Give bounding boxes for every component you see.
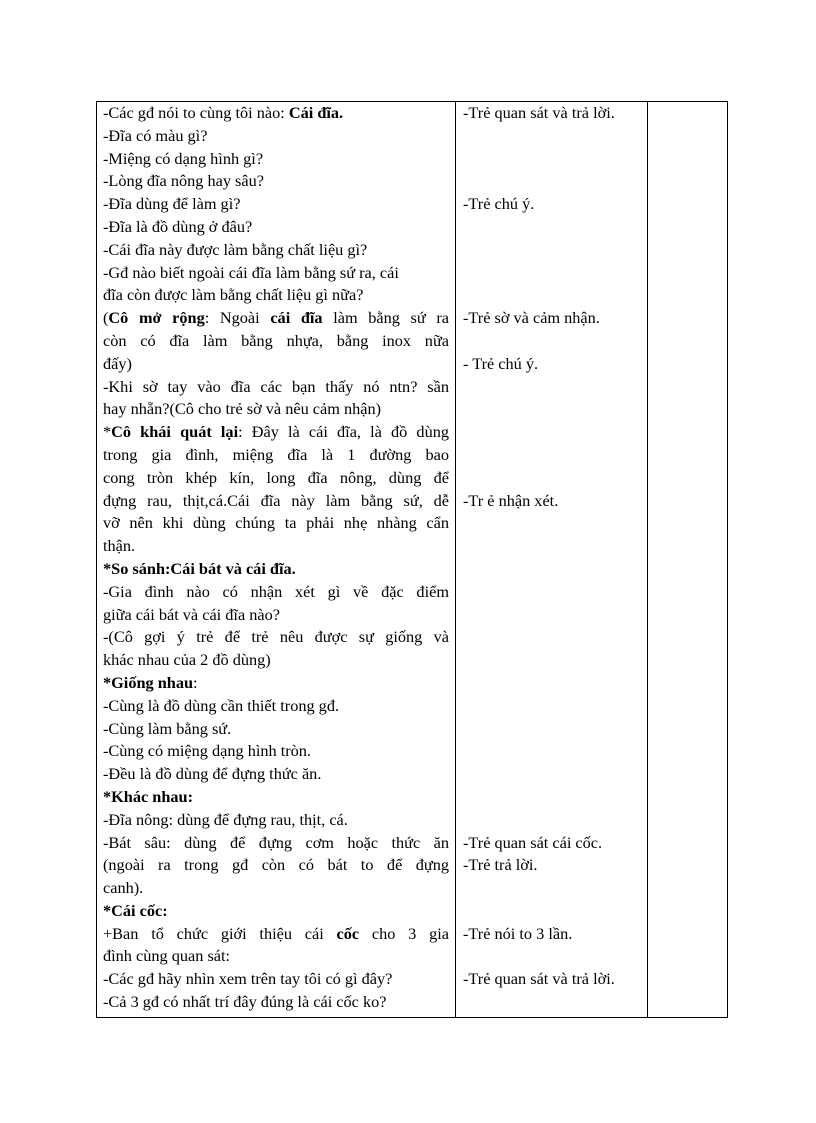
activity-text: -(Cô gợi ý trẻ để trẻ nêu được sự giống và (103, 627, 449, 647)
response-line (463, 604, 643, 627)
response-line (463, 376, 643, 399)
activity-line (103, 535, 449, 558)
activity-text: cong tròn khép kín, long đĩa nông, dùng để (103, 467, 449, 487)
response-line (463, 626, 643, 649)
response-line: -Trẻ trả lời. (463, 855, 538, 875)
child-responses-column (463, 102, 643, 1014)
response-line: - Trẻ chú ý. (463, 353, 539, 373)
activity-line (103, 307, 449, 330)
activity-text: hay nhẵn?(Cô cho trẻ sờ và nêu cảm nhận) (103, 399, 382, 419)
activity-text: trong gia đình, miệng đĩa là 1 đường bao (103, 444, 449, 464)
activity-text: Cô khái quát lại (111, 422, 239, 442)
activity-text: -Đĩa có màu gì? (103, 125, 208, 145)
activity-text: -Các gđ hãy nhìn xem trên tay tôi có gì đây? (103, 969, 393, 989)
response-line (463, 900, 643, 923)
response-line: -Tr ẻ nhận xét. (463, 490, 559, 510)
activity-line (103, 740, 449, 763)
activity-line (103, 262, 449, 285)
activity-line (103, 148, 449, 171)
activity-text: *So sánh:Cái bát và cái đĩa. (103, 558, 296, 578)
activity-line (103, 626, 449, 649)
activity-line (103, 467, 449, 490)
activity-text: -Cùng là đồ dùng cần thiết trong gđ. (103, 695, 340, 715)
response-line (463, 763, 643, 786)
activity-text: cốc (336, 923, 360, 943)
activity-line (103, 490, 449, 513)
response-line (463, 125, 643, 148)
activity-line (103, 444, 449, 467)
activity-text: đấy) (103, 353, 132, 373)
activity-text: *Giống nhau (103, 672, 194, 692)
activity-text: làm bằng sứ ra (322, 308, 449, 328)
activity-line (103, 421, 449, 444)
activity-text: -Khi sờ tay vào đĩa các bạn thấy nó ntn? sần (103, 376, 449, 396)
activity-line (103, 854, 449, 877)
activity-line (103, 102, 449, 125)
activity-line (103, 763, 449, 786)
response-line (463, 398, 643, 421)
activity-text: đựng rau, thịt,cá.Cái đĩa này làm bằng sứ, dễ (103, 490, 449, 510)
activity-text: -Đĩa nông: dùng để đựng rau, thịt, cá. (103, 809, 348, 829)
activity-line (103, 945, 449, 968)
activity-text: đình cùng quan sát: (103, 946, 231, 966)
activity-text: vỡ nên khi dùng chúng ta phải nhẹ nhàng cẩn (103, 513, 449, 533)
activity-line (103, 900, 449, 923)
activity-line (103, 991, 449, 1014)
response-line (463, 262, 643, 285)
response-line (463, 695, 643, 718)
activity-text: : Đây là cái đĩa, là đồ dùng (238, 422, 449, 442)
activity-text: -Gđ nào biết ngoài cái đĩa làm bằng sứ ra, cái (103, 262, 399, 282)
response-line (463, 444, 643, 467)
response-line (463, 991, 643, 1014)
activity-text: còn có đĩa làm bằng nhựa, bằng inox nữa (103, 330, 449, 350)
activity-line (103, 125, 449, 148)
activity-line (103, 170, 449, 193)
activity-text: canh). (103, 878, 144, 898)
activity-text: : (193, 672, 198, 692)
response-line (463, 535, 643, 558)
activity-line (103, 581, 449, 604)
response-line (463, 239, 643, 262)
response-line (463, 421, 643, 444)
response-line (463, 512, 643, 535)
activity-text: -Đĩa dùng để làm gì? (103, 194, 241, 214)
response-line (463, 467, 643, 490)
activity-text: ( (103, 308, 109, 328)
activity-text: -Cả 3 gđ có nhất trí đây đúng là cái cốc ko? (103, 992, 387, 1012)
activity-text: (ngoài ra trong gđ còn có bát to để đựng (103, 855, 449, 875)
response-line: -Trẻ nói to 3 lần. (463, 923, 573, 943)
response-line: -Trẻ sờ và cảm nhận. (463, 308, 600, 328)
activity-line (103, 193, 449, 216)
response-line (463, 718, 643, 741)
activity-line (103, 512, 449, 535)
activity-text: *Cái cốc: (103, 900, 168, 920)
activity-text: cái đĩa (270, 308, 323, 328)
activity-line (103, 877, 449, 900)
activity-text: -Cùng có miệng dạng hình tròn. (103, 741, 312, 761)
activity-text: -Bát sâu: dùng để đựng cơm hoặc thức ăn (103, 832, 449, 852)
activity-text: *Khác nhau: (103, 786, 194, 806)
activity-text: -Lòng đĩa nông hay sâu? (103, 171, 264, 191)
activity-line (103, 968, 449, 991)
activity-text: -Cùng làm bằng sứ. (103, 718, 232, 738)
activity-text: +Ban tổ chức giới thiệu cái (103, 923, 337, 943)
activity-line (103, 353, 449, 376)
column-divider (647, 102, 648, 1017)
activity-text: : Ngoài (204, 308, 271, 328)
activity-line (103, 809, 449, 832)
activity-line (103, 604, 449, 627)
activity-line (103, 672, 449, 695)
response-line (463, 216, 643, 239)
response-line: -Trẻ chú ý. (463, 194, 535, 214)
activity-line (103, 718, 449, 741)
activity-text: giữa cái bát và cái đĩa nào? (103, 604, 280, 624)
response-line (463, 786, 643, 809)
response-line: -Trẻ quan sát cái cốc. (463, 832, 603, 852)
activity-text: -Gia đình nào có nhận xét gì về đặc điểm (103, 581, 449, 601)
activity-text: Cái đĩa. (288, 103, 344, 122)
activity-text: Cô mở rộng (108, 308, 205, 328)
activity-text: -Đĩa là đồ dùng ở đâu? (103, 216, 253, 236)
activity-line (103, 923, 449, 946)
activity-text: đĩa còn được làm bằng chất liệu gì nữa? (103, 285, 364, 305)
response-line (463, 581, 643, 604)
response-line: -Trẻ quan sát và trả lời. (463, 103, 615, 122)
activity-line (103, 649, 449, 672)
activity-line (103, 284, 449, 307)
activity-text: cho 3 gia (359, 923, 449, 943)
activity-line (103, 558, 449, 581)
activity-line (103, 216, 449, 239)
response-line (463, 672, 643, 695)
activity-text: -Cái đĩa này được làm bằng chất liệu gì? (103, 239, 368, 259)
activity-line (103, 695, 449, 718)
activity-text: -Miệng có dạng hình gì? (103, 148, 264, 168)
column-divider (455, 102, 456, 1017)
response-line (463, 284, 643, 307)
response-line (463, 148, 643, 171)
activity-line (103, 330, 449, 353)
activity-line (103, 376, 449, 399)
response-line (463, 170, 643, 193)
response-line (463, 877, 643, 900)
activity-line (103, 239, 449, 262)
response-line: -Trẻ quan sát và trả lời. (463, 969, 615, 989)
lesson-table (96, 101, 728, 1018)
activity-text: -Đều là đồ dùng để đựng thức ăn. (103, 764, 322, 784)
activity-line (103, 786, 449, 809)
activity-line (103, 398, 449, 421)
response-line (463, 649, 643, 672)
response-line (463, 330, 643, 353)
response-line (463, 558, 643, 581)
activity-text: khác nhau của 2 đồ dùng) (103, 650, 271, 670)
response-line (463, 945, 643, 968)
response-line (463, 809, 643, 832)
teacher-activities-column (103, 102, 449, 1014)
activity-text: * (103, 422, 112, 442)
response-line (463, 740, 643, 763)
activity-text: -Các gđ nói to cùng tôi nào: (103, 103, 289, 122)
activity-text: thận. (103, 536, 136, 556)
activity-line (103, 832, 449, 855)
